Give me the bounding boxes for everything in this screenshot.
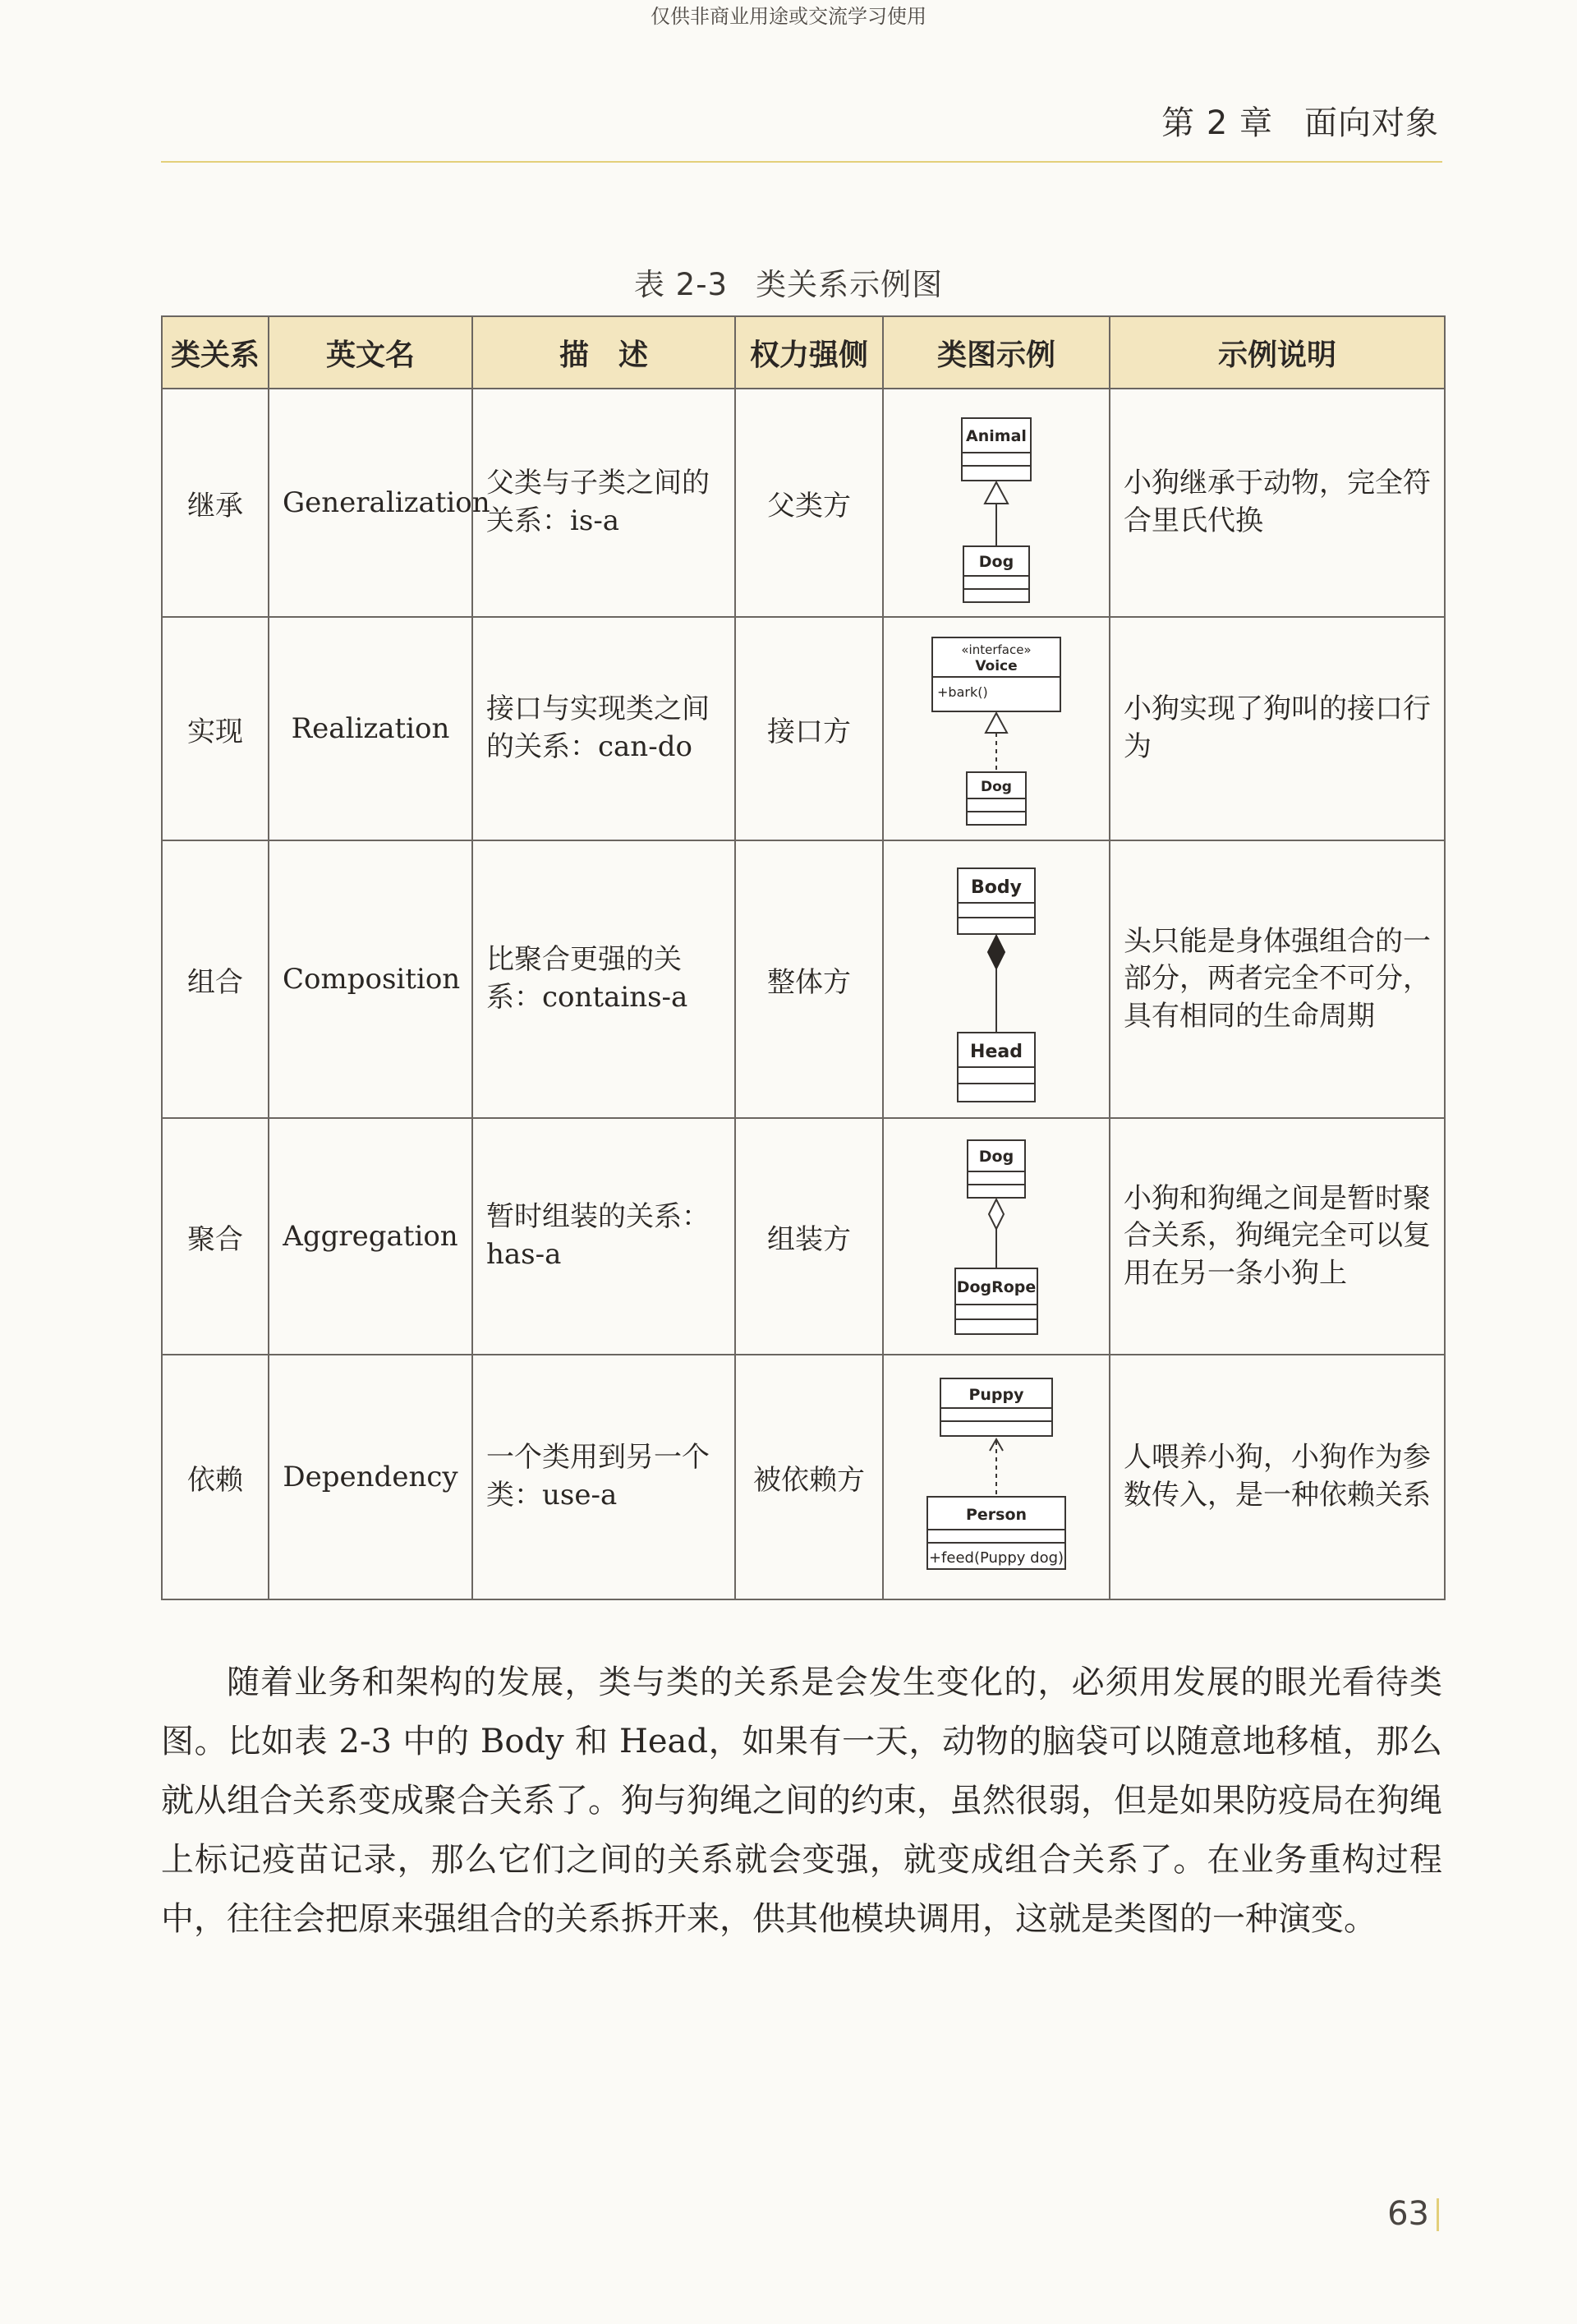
uml-class-box [955,1268,1037,1334]
cell-diagram [883,617,1110,840]
class-name: Dog [978,553,1014,571]
cell-note: 小狗继承于动物，完全符合里氏代换 [1110,389,1445,617]
aggregation-diagram [935,1129,1058,1344]
table-caption [0,260,1577,304]
cell-note: 小狗实现了狗叫的接口行为 [1110,617,1445,840]
table-row [162,1355,1445,1599]
class-name: Puppy [968,1386,1024,1404]
page-number-bar [1437,2198,1439,2231]
cell-description: 父类与子类之间的关系：is-a [472,389,735,617]
aggregation-diamond-icon [989,1199,1004,1229]
header-diagram: 类图示例 [883,316,1110,389]
cell-relation: 组合 [162,840,269,1118]
cell-relation: 继承 [162,389,269,617]
cell-english: Dependency [269,1355,472,1599]
class-name: Dog [978,1148,1014,1166]
cell-english: Realization [269,617,472,840]
watermark-text: 仅供非商业用途或交流学习使用 [651,5,926,28]
uml-class-box [963,546,1029,602]
class-name: Dog [981,779,1012,795]
cell-diagram [883,1355,1110,1599]
method-name: +bark() [937,684,988,700]
paragraph-text: 随着业务和架构的发展，类与类的关系是会发生变化的，必须用发展的眼光看待类图。比如表 2-3 中的 Body 和 Head，如果有一天，动物的脑袋可以随意地移植，那么就从组合关系变成聚合关系了。狗与狗绳之间的约束，虽然很弱，但是如果防疫局在狗绳上标记疫苗记录，那么它们之间的关系就会变强，就变成组合关系了。在业务重构过程中，往往会把原来强组合的关系拆开来，供其他模块调用，这就是类图的一种演变。 [161,1664,1442,1938]
uml-class-box [962,418,1031,481]
cell-strong-side: 组装方 [735,1118,883,1355]
cell-strong-side: 被依赖方 [735,1355,883,1599]
generalization-diagram [935,400,1058,605]
table-row [162,1118,1445,1355]
body-paragraph [161,1653,1442,1949]
table-header-row [162,316,1445,389]
uml-class-box [940,1378,1052,1436]
header-relation: 类关系 [162,316,269,389]
chapter-title: 面向对象 [1304,104,1439,142]
uml-class-box [958,868,1035,934]
class-name: DogRope [956,1278,1037,1296]
table-title: 类关系示例图 [756,267,944,302]
cell-description: 接口与实现类之间的关系：can-do [472,617,735,840]
cell-description: 一个类用到另一个类：use-a [472,1355,735,1599]
uml-class-box [927,1497,1065,1569]
table-label: 表 2-3 [633,267,729,302]
cell-strong-side: 父类方 [735,389,883,617]
cell-note: 小狗和狗绳之间是暂时聚合关系，狗绳完全可以复用在另一条小狗上 [1110,1118,1445,1355]
cell-english: Composition [269,840,472,1118]
header-english: 英文名 [269,316,472,389]
page-number: 63 [1387,2195,1429,2233]
table-row [162,840,1445,1118]
inheritance-triangle-icon [985,482,1008,504]
cell-note: 人喂养小狗，小狗作为参数传入，是一种依赖关系 [1110,1355,1445,1599]
class-name: Voice [975,658,1018,674]
cell-relation: 依赖 [162,1355,269,1599]
cell-diagram [883,840,1110,1118]
uml-class-box [958,1033,1035,1102]
chapter-header [1161,97,1439,144]
method-name: +feed(Puppy dog) [928,1549,1064,1567]
cell-relation: 实现 [162,617,269,840]
dependency-diagram [914,1365,1078,1589]
uml-class-box [968,1140,1025,1198]
cell-description: 比聚合更强的关系：contains-a [472,840,735,1118]
cell-english: Aggregation [269,1118,472,1355]
class-name: Person [965,1506,1028,1524]
cell-english: Generalization [269,389,472,617]
header-rule [161,161,1442,163]
cell-relation: 聚合 [162,1118,269,1355]
class-name: Animal [966,427,1027,445]
composition-diagram [935,852,1058,1107]
header-description: 描 述 [472,316,735,389]
class-name: Head [970,1042,1023,1062]
table-row [162,617,1445,840]
class-name: Body [971,877,1022,898]
header-note: 示例说明 [1110,316,1445,389]
interface-stereotype: «interface» [961,642,1032,657]
uml-class-box [967,772,1026,825]
uml-interface-box [932,637,1060,711]
header-strong-side: 权力强侧 [735,316,883,389]
class-relation-table [161,315,1446,1600]
cell-diagram [883,389,1110,617]
composition-diamond-icon [988,936,1005,969]
cell-description: 暂时组装的关系：has-a [472,1118,735,1355]
chapter-number: 第 2 章 [1161,104,1273,142]
table-row [162,389,1445,617]
cell-note: 头只能是身体强组合的一部分，两者完全不可分，具有相同的生命周期 [1110,840,1445,1118]
cell-strong-side: 整体方 [735,840,883,1118]
realization-diagram [924,626,1069,831]
realization-triangle-icon [986,713,1007,733]
cell-strong-side: 接口方 [735,617,883,840]
cell-diagram [883,1118,1110,1355]
